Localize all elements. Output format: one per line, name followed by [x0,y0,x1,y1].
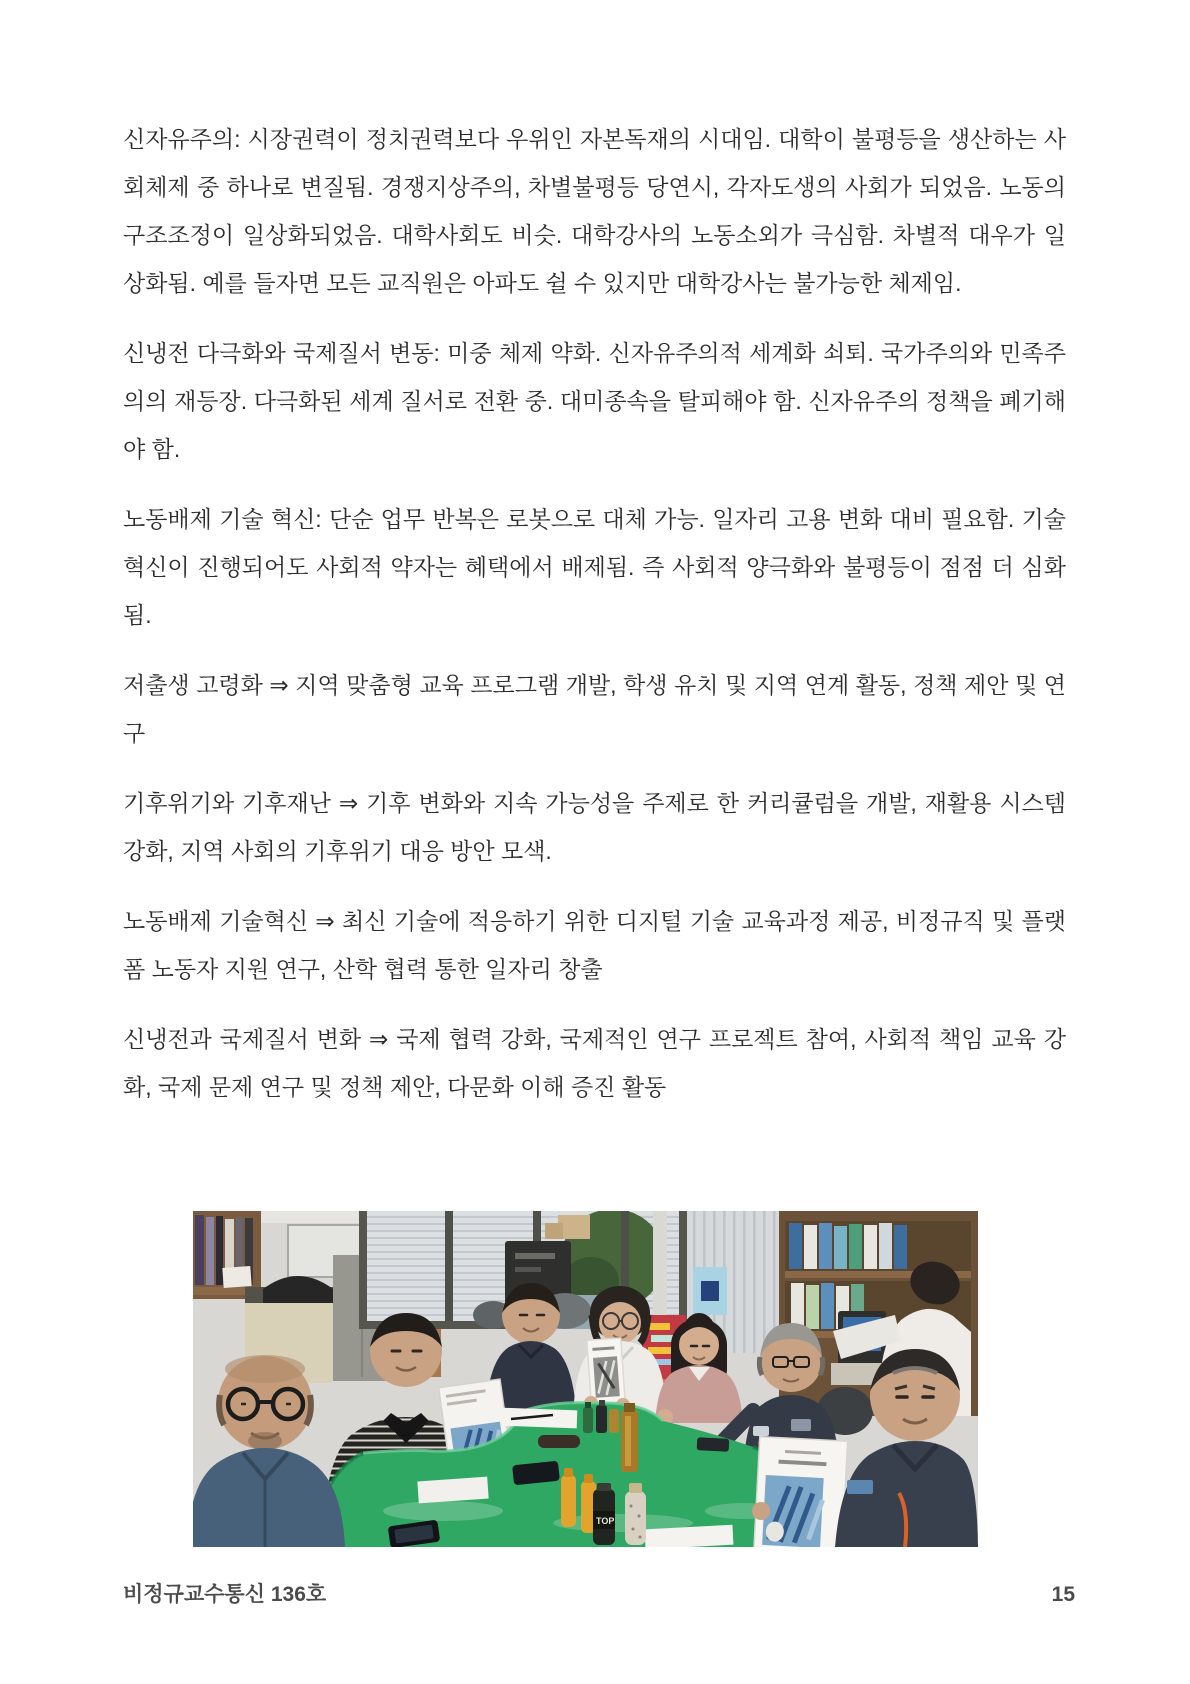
left-bookshelf [193,1211,261,1299]
meeting-photo-illustration [193,1211,978,1547]
svg-text:TOP: TOP [596,1516,615,1526]
page-number: 15 [1051,1583,1075,1606]
para-tech-response: 노동배제 기술혁신 ⇒ 최신 기술에 적응하기 위한 디지털 기술 교육과정 제공, 비정규직 및 플랫폼 노동자 지원 연구, 산학 협력 통한 일자리 창출 [123,908,1066,982]
name-patch [847,1480,873,1494]
article-body [123,0,1066,1133]
white-booklet-right [754,1437,848,1547]
newsletter-issue-label: 비정규교수통신 136호 [123,1583,327,1606]
juice-bottle [561,1475,576,1527]
para-new-cold-war: 신냉전 다극화와 국제질서 변동: 미중 체제 약화. 신자유주의적 세계화 쇠퇴. 국가주의와 민족주의의 재등장. 다극화된 세계 질서로 전환 중. 대미종속을 탈피해야 함. 신자유주의 정책을 폐기해야 함. [123,340,1066,462]
white-booklet-center [587,1338,625,1404]
page-footer [123,1578,1075,1608]
para-climate-crisis: 기후위기와 기후재난 ⇒ 기후 변화와 지속 가능성을 주제로 한 커리큘럼을 개발, 재활용 시스템 강화, 지역 사회의 기후위기 대응 방안 모색. [123,790,1066,864]
cream-bottle [625,1483,646,1545]
para-labor-excluding-tech: 노동배제 기술 혁신: 단순 업무 반복은 로봇으로 대체 가능. 일자리 고용 변화 대비 필요함. 기술 혁신이 진행되어도 사회적 약자는 혜택에서 배제됨. 즉 사회적 양극화와 불평등이 점점 더 심화됨. [123,506,1066,628]
para-low-birthrate-aging: 저출생 고령화 ⇒ 지역 맞춤형 교육 프로그램 개발, 학생 유치 및 지역 연계 활동, 정책 제안 및 연구 [123,672,1066,746]
para-neoliberalism: 신자유주의: 시장권력이 정치권력보다 우위인 자본독재의 시대임. 대학이 불평등을 생산하는 사회체제 중 하나로 변질됨. 경쟁지상주의, 차별불평등 당연시, 각자도생의 사회가 되었음. 노동의 구조조정이 일상화되었음. 대학사회도 비슷. 대학강사의 노동소외가 극심함. 차별적 대우가 일상화됨. 예를 들자면 모든 교직원은 아파도 쉴 수 있지만 대학강사는 불가능한 체제임. [123,126,1066,296]
top-coffee-bottle [593,1483,615,1545]
para-international-order: 신냉전과 국제질서 변화 ⇒ 국제 협력 강화, 국제적인 연구 프로젝트 참여, 사회적 책임 교육 강화, 국제 문제 연구 및 정책 제안, 다문화 이해 증진 활동 [123,1026,1066,1100]
meeting-photo [193,1211,978,1547]
remote [697,1437,730,1452]
glasses-case [538,1435,580,1448]
